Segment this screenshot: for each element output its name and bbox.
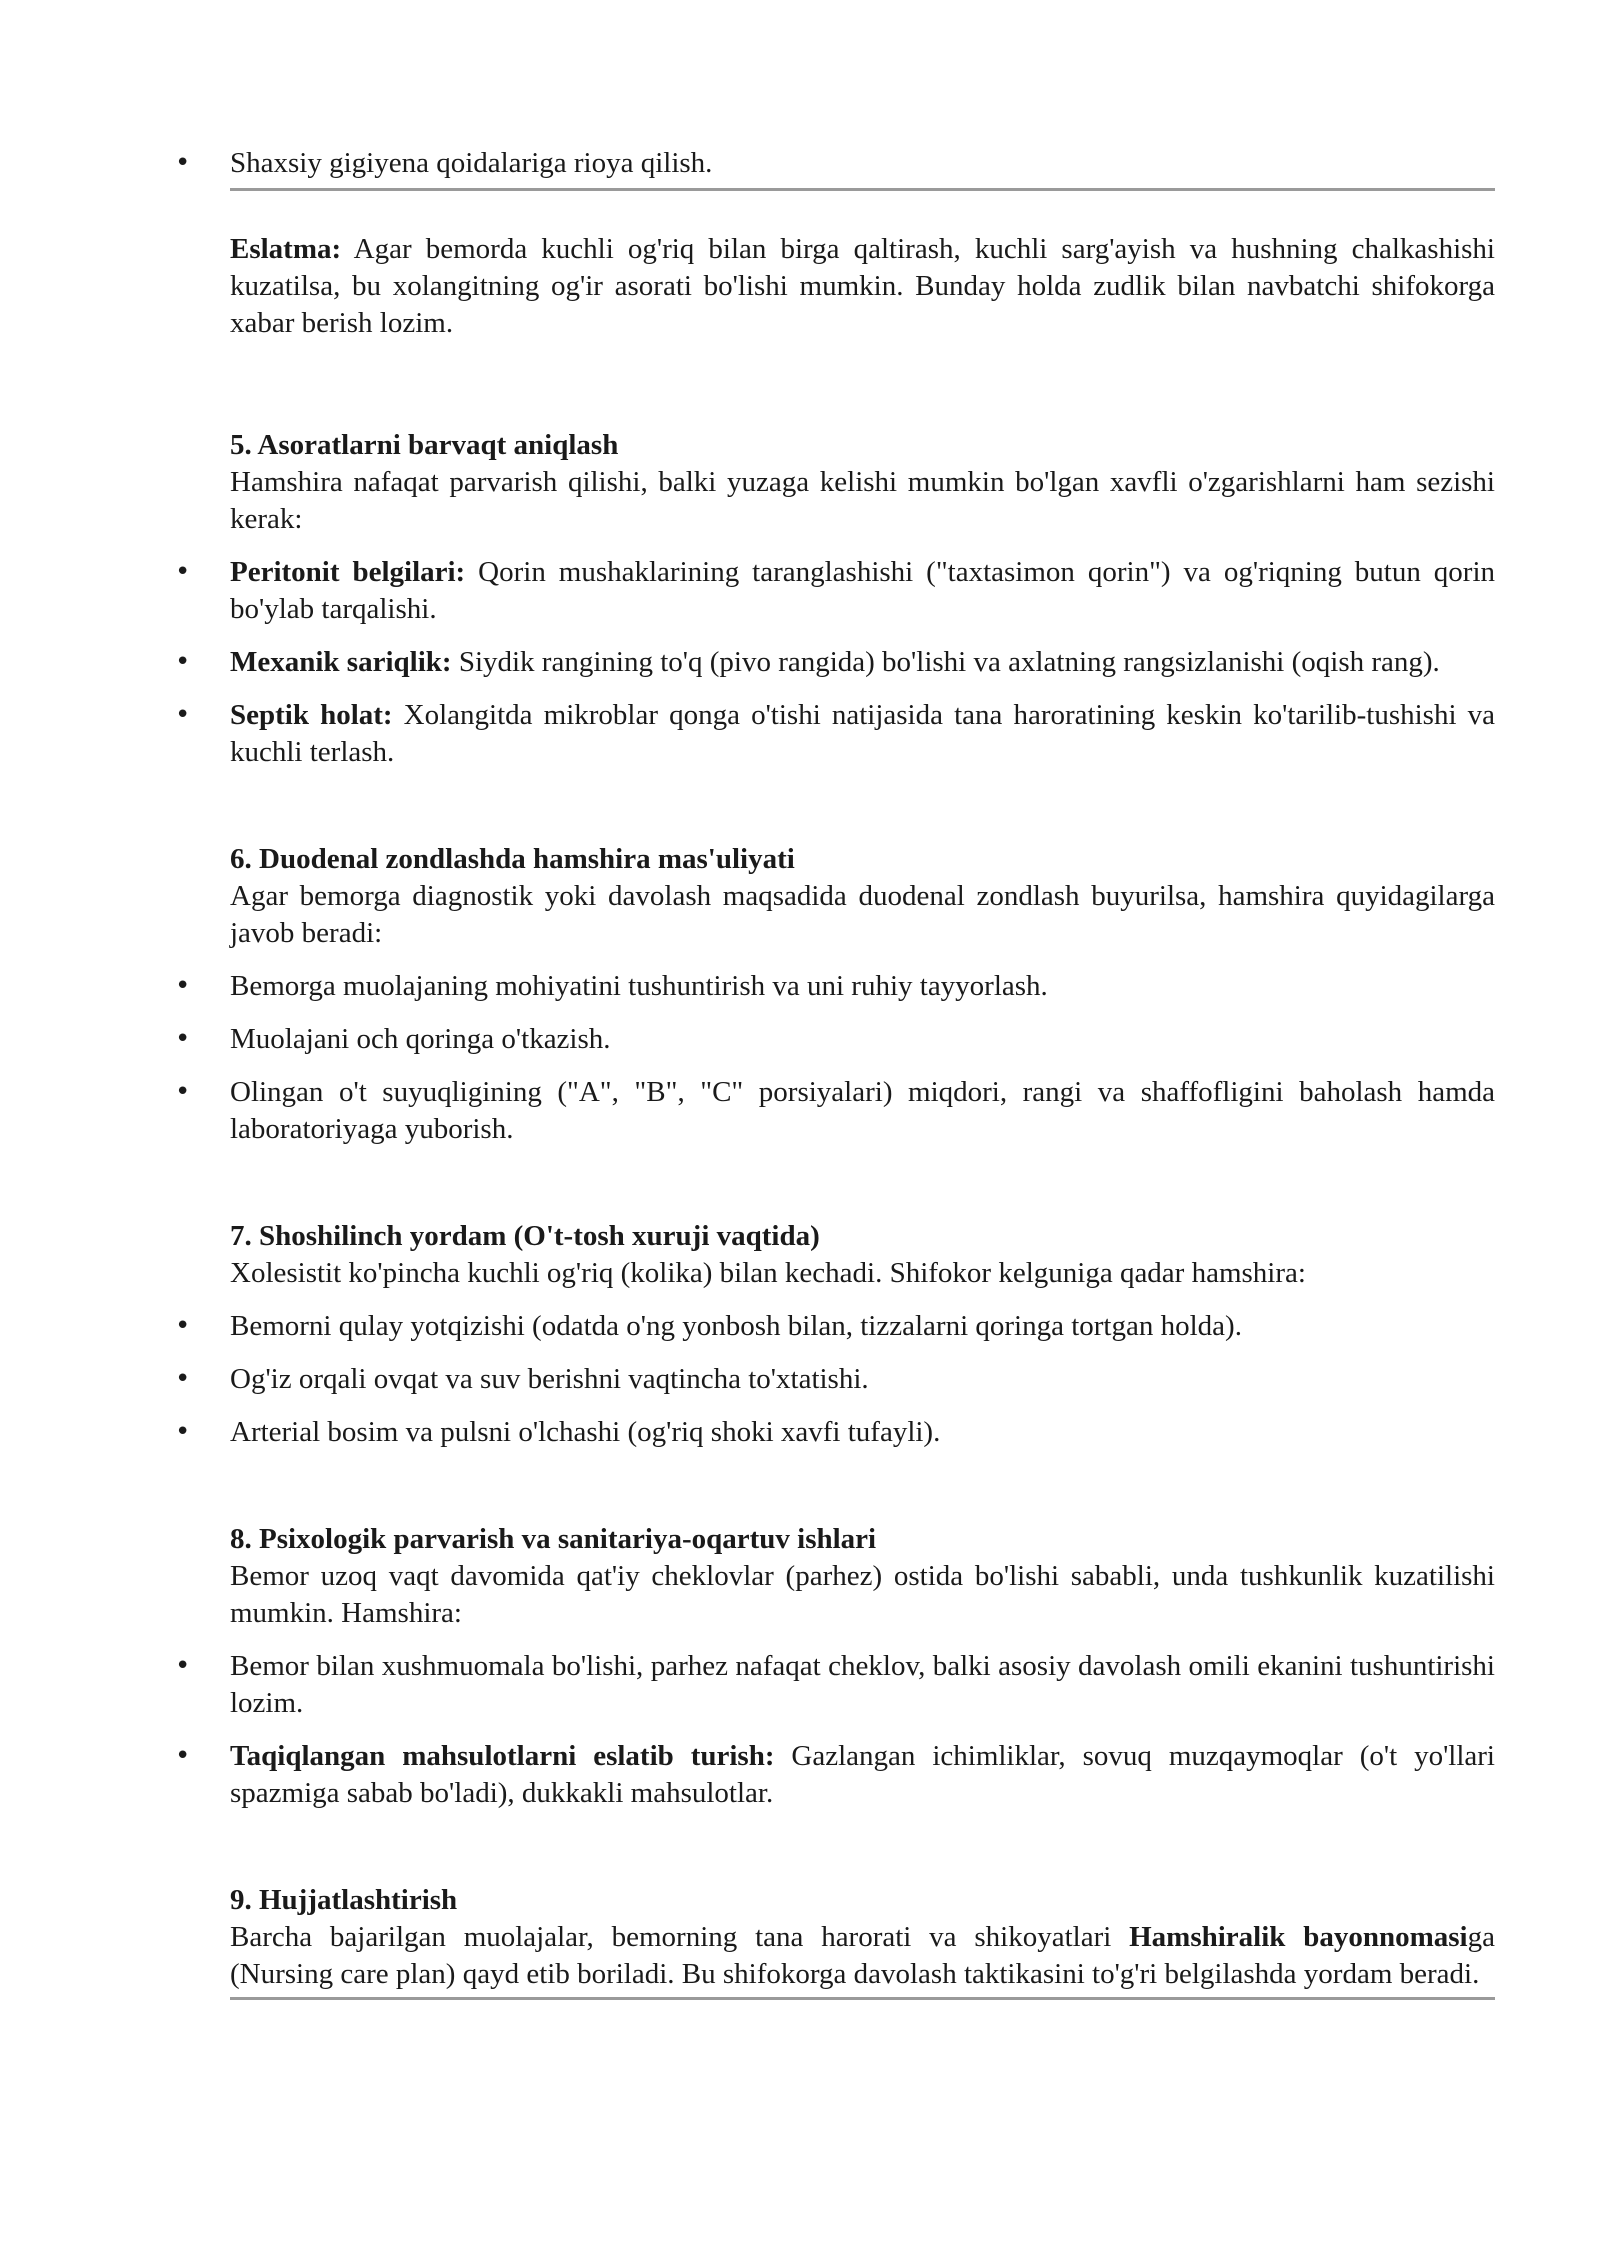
list-item-text: Bemorga muolajaning mohiyatini tushuntirish va uni ruhiy tayyorlash. (230, 970, 1048, 1002)
paragraph-text: ga (Nursing care plan) qayd etib boriladi. Bu shifokorga davolash taktikasini to'g'ri belgilashda yordam beradi. (230, 1921, 1495, 1990)
list-item-text: Gazlangan ichimliklar, sovuq muzqaymoqlar (o't yo'llari spazmiga sabab bo'ladi), dukkakli mahsulotlar. (230, 1740, 1495, 1809)
list-item-text: Bemorni qulay yotqizishi (odatda o'ng yonbosh bilan, tizzalarni qoringa tortgan holda). (230, 1310, 1242, 1342)
list-item-text: Muolajani och qoringa o'tkazish. (230, 1023, 611, 1055)
note-label: Eslatma: (230, 233, 342, 265)
section-8 (170, 1521, 1495, 1632)
list-item (170, 644, 1495, 681)
list-item (170, 1021, 1495, 1058)
section-6 (170, 841, 1495, 952)
section-7 (170, 1218, 1495, 1292)
list-item (170, 1308, 1495, 1345)
list-item (170, 968, 1495, 1005)
note-text: Agar bemorda kuchli og'riq bilan birga qaltirash, kuchli sarg'ayish va hushning chalkashishi kuzatilsa, bu xolangitning og'ir asorati bo'lishi mumkin. Bunday holda zudlik bilan navbatchi shifokorga xabar berish lozim. (230, 233, 1495, 339)
section-paragraph (230, 1919, 1495, 1993)
list-item-text: Bemor bilan xushmuomala bo'lishi, parhez nafaqat cheklov, balki asosiy davolash omili ekanini tushuntirishi lozim. (230, 1650, 1495, 1719)
document-content (170, 145, 1495, 2000)
list-item (170, 1414, 1495, 1451)
list-item (170, 697, 1495, 771)
list-item (170, 1361, 1495, 1398)
list-item-text: Og'iz orqali ovqat va suv berishni vaqtincha to'xtatishi. (230, 1363, 869, 1395)
section-heading: 7. Shoshilinch yordam (O't-tosh xuruji vaqtida) (230, 1220, 820, 1252)
list-item-label: Mexanik sariqlik: (230, 646, 452, 678)
section-heading: 9. Hujjatlashtirish (230, 1884, 458, 1916)
list-item (170, 1074, 1495, 1148)
list-item-text: Olingan o't suyuqligining ("A", "B", "C" porsiyalari) miqdori, rangi va shaffofligini baholash hamda laboratoriyaga yuborish. (230, 1076, 1495, 1145)
list-item (170, 145, 1495, 182)
note-paragraph (170, 231, 1495, 342)
list-item-text: Arterial bosim va pulsni o'lchashi (og'riq shoki xavfi tufayli). (230, 1416, 941, 1448)
list-item-text: Xolangitda mikroblar qonga o'tishi natijasida tana haroratining keskin ko'tarilib-tushishi va kuchli terlash. (230, 699, 1495, 768)
divider (230, 1997, 1495, 2000)
section-intro: Agar bemorga diagnostik yoki davolash maqsadida duodenal zondlash buyurilsa, hamshira quyidagilarga javob beradi: (230, 880, 1495, 949)
section-intro: Bemor uzoq vaqt davomida qat'iy cheklovlar (parhez) ostida bo'lishi sababli, unda tushkunlik kuzatilishi mumkin. Hamshira: (230, 1560, 1495, 1629)
list-item-text: Siydik rangining to'q (pivo rangida) bo'lishi va axlatning rangsizlanishi (oqish rang). (451, 646, 1440, 678)
list-item (170, 554, 1495, 628)
list-item (170, 1648, 1495, 1722)
section-intro: Xolesistit ko'pincha kuchli og'riq (kolika) bilan kechadi. Shifokor kelguniga qadar hamshira: (230, 1257, 1306, 1289)
list-item-label: Peritonit belgilari: (230, 556, 466, 588)
divider (230, 188, 1495, 191)
section-intro: Hamshira nafaqat parvarish qilishi, balki yuzaga kelishi mumkin bo'lgan xavfli o'zgarishlarni ham sezishi kerak: (230, 466, 1495, 535)
section-5 (170, 427, 1495, 538)
list-item-text: Qorin mushaklarining taranglashishi ("taxtasimon qorin") va og'riqning butun qorin bo'ylab tarqalishi. (230, 556, 1496, 625)
list-item-label: Septik holat: (230, 699, 393, 731)
paragraph-bold-text: Hamshiralik bayonnomasi (1129, 1921, 1468, 1953)
list-item (170, 1738, 1495, 1812)
section-9 (170, 1882, 1495, 1993)
list-item-text: Shaxsiy gigiyena qoidalariga rioya qilish. (230, 147, 713, 179)
list-item-label: Taqiqlangan mahsulotlarni eslatib turish: (230, 1740, 775, 1772)
section-heading: 8. Psixologik parvarish va sanitariya-oqartuv ishlari (230, 1523, 877, 1555)
paragraph-text: Barcha bajarilgan muolajalar, bemorning tana harorati va shikoyatlari (230, 1921, 1130, 1953)
section-heading: 6. Duodenal zondlashda hamshira mas'uliyati (230, 843, 795, 875)
section-heading: 5. Asoratlarni barvaqt aniqlash (230, 429, 619, 461)
